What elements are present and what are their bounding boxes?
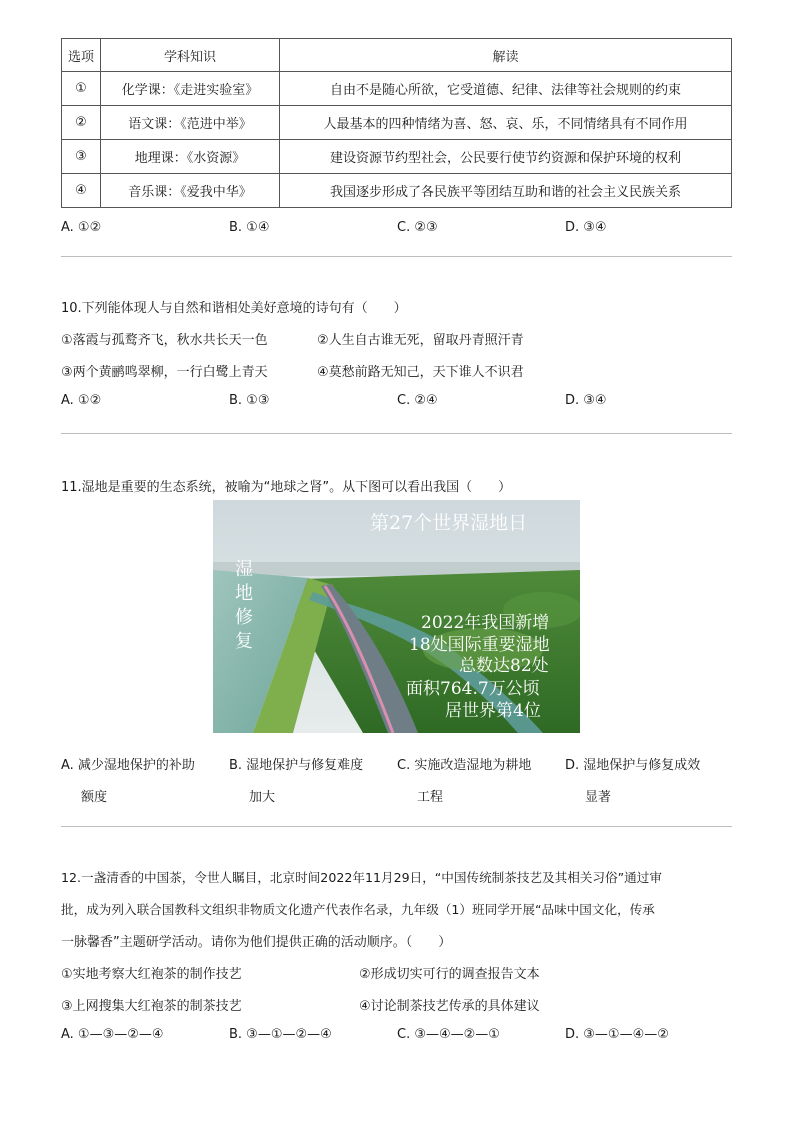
q11-option-b-cont: 加大 bbox=[249, 790, 276, 805]
q12-stem-line-1: 12.一盏清香的中国茶，令世人瞩目，北京时间2022年11月29日，“中国传统制茶技艺及其相关习俗”通过审 bbox=[61, 870, 662, 885]
photo-title: 第27个世界湿地日 bbox=[370, 512, 528, 534]
table-header-row bbox=[62, 39, 732, 72]
q12-item-1: ①实地考察大红袍茶的制作技艺 bbox=[61, 967, 242, 982]
row-number: ③ bbox=[62, 140, 101, 174]
q10-item-2: ②人生自古谁无死，留取丹青照汗青 bbox=[317, 333, 524, 348]
q12-option-b[interactable]: B. ③—①—②—④ bbox=[229, 1027, 332, 1042]
q9-option-a[interactable]: A. ①② bbox=[61, 220, 102, 235]
q12-item-2: ②形成切实可行的调查报告文本 bbox=[359, 967, 540, 982]
table-row bbox=[62, 174, 732, 208]
q11-stem: 11.湿地是重要的生态系统，被喻为“地球之肾”。从下图可以看出我国（ ） bbox=[61, 480, 512, 495]
row-subject: 音乐课：《爱我中华》 bbox=[101, 174, 280, 208]
row-reading: 人最基本的四种情绪为喜、怒、哀、乐，不同情绪具有不同作用 bbox=[280, 106, 732, 140]
q11-option-d[interactable]: D. 湿地保护与修复成效 bbox=[565, 758, 701, 773]
q10-item-1: ①落霞与孤鹜齐飞，秋水共长天一色 bbox=[61, 333, 268, 348]
q12-option-a[interactable]: A. ①—③—②—④ bbox=[61, 1027, 164, 1042]
q11-option-d-cont: 显著 bbox=[585, 790, 612, 805]
q11-option-c-cont: 工程 bbox=[417, 790, 444, 805]
row-reading: 建设资源节约型社会，公民要行使节约资源和保护环境的权利 bbox=[280, 140, 732, 174]
q12-option-c[interactable]: C. ③—④—②—① bbox=[397, 1027, 500, 1042]
q9-option-b[interactable]: B. ①④ bbox=[229, 220, 270, 235]
q11-option-a[interactable]: A. 减少湿地保护的补助 bbox=[61, 758, 195, 773]
photo-vertical-1: 湿 bbox=[235, 559, 253, 580]
divider bbox=[61, 826, 732, 827]
photo-line-3: 总数达82处 bbox=[459, 656, 549, 676]
q10-item-3: ③两个黄鹂鸣翠柳，一行白鹭上青天 bbox=[61, 365, 268, 380]
row-number: ④ bbox=[62, 174, 101, 208]
header-reading: 解读 bbox=[280, 39, 732, 72]
header-option: 选项 bbox=[62, 39, 101, 72]
wetland-photo bbox=[213, 500, 580, 733]
row-subject: 化学课：《走进实验室》 bbox=[101, 72, 280, 106]
q12-item-3: ③上网搜集大红袍茶的制茶技艺 bbox=[61, 999, 242, 1014]
q12-stem-line-3: 一脉馨香”主题研学活动。请你为他们提供正确的活动顺序。（ ） bbox=[61, 935, 452, 950]
photo-line-5: 居世界第4位 bbox=[445, 701, 541, 721]
row-reading: 自由不是随心所欲，它受道德、纪律、法律等社会规则的约束 bbox=[280, 72, 732, 106]
table-row bbox=[62, 140, 732, 174]
row-number: ① bbox=[62, 72, 101, 106]
q9-option-c[interactable]: C. ②③ bbox=[397, 220, 438, 235]
photo-vertical-4: 复 bbox=[235, 631, 253, 652]
divider bbox=[61, 433, 732, 434]
q12-option-d[interactable]: D. ③—①—④—② bbox=[565, 1027, 669, 1042]
q10-option-b[interactable]: B. ①③ bbox=[229, 393, 270, 408]
q12-stem-line-2: 批，成为列入联合国教科文组织非物质文化遗产代表作名录，九年级（1）班同学开展“品味中国文化，传承 bbox=[61, 902, 655, 917]
photo-vertical-2: 地 bbox=[235, 583, 253, 604]
row-number: ② bbox=[62, 106, 101, 140]
row-subject: 地理课：《水资源》 bbox=[101, 140, 280, 174]
photo-vertical-3: 修 bbox=[235, 607, 253, 628]
q11-option-c[interactable]: C. 实施改造湿地为耕地 bbox=[397, 758, 532, 773]
q10-stem: 10.下列能体现人与自然和谐相处美好意境的诗句有（ ） bbox=[61, 301, 407, 316]
q9-option-d[interactable]: D. ③④ bbox=[565, 220, 607, 235]
row-subject: 语文课：《范进中举》 bbox=[101, 106, 280, 140]
photo-line-1: 2022年我国新增 bbox=[421, 613, 550, 633]
q10-option-d[interactable]: D. ③④ bbox=[565, 393, 607, 408]
header-subject: 学科知识 bbox=[101, 39, 280, 72]
table-row bbox=[62, 106, 732, 140]
divider bbox=[61, 256, 732, 257]
knowledge-table bbox=[61, 38, 732, 208]
q10-item-4: ④莫愁前路无知己，天下谁人不识君 bbox=[317, 365, 524, 380]
q11-option-a-cont: 额度 bbox=[81, 790, 108, 805]
q10-option-c[interactable]: C. ②④ bbox=[397, 393, 438, 408]
photo-line-4: 面积764.7万公顷 bbox=[406, 679, 540, 699]
table-row bbox=[62, 72, 732, 106]
photo-line-2: 18处国际重要湿地 bbox=[409, 635, 550, 655]
row-reading: 我国逐步形成了各民族平等团结互助和谐的社会主义民族关系 bbox=[280, 174, 732, 208]
q10-option-a[interactable]: A. ①② bbox=[61, 393, 102, 408]
q11-option-b[interactable]: B. 湿地保护与修复难度 bbox=[229, 758, 364, 773]
q12-item-4: ④讨论制茶技艺传承的具体建议 bbox=[359, 999, 540, 1014]
